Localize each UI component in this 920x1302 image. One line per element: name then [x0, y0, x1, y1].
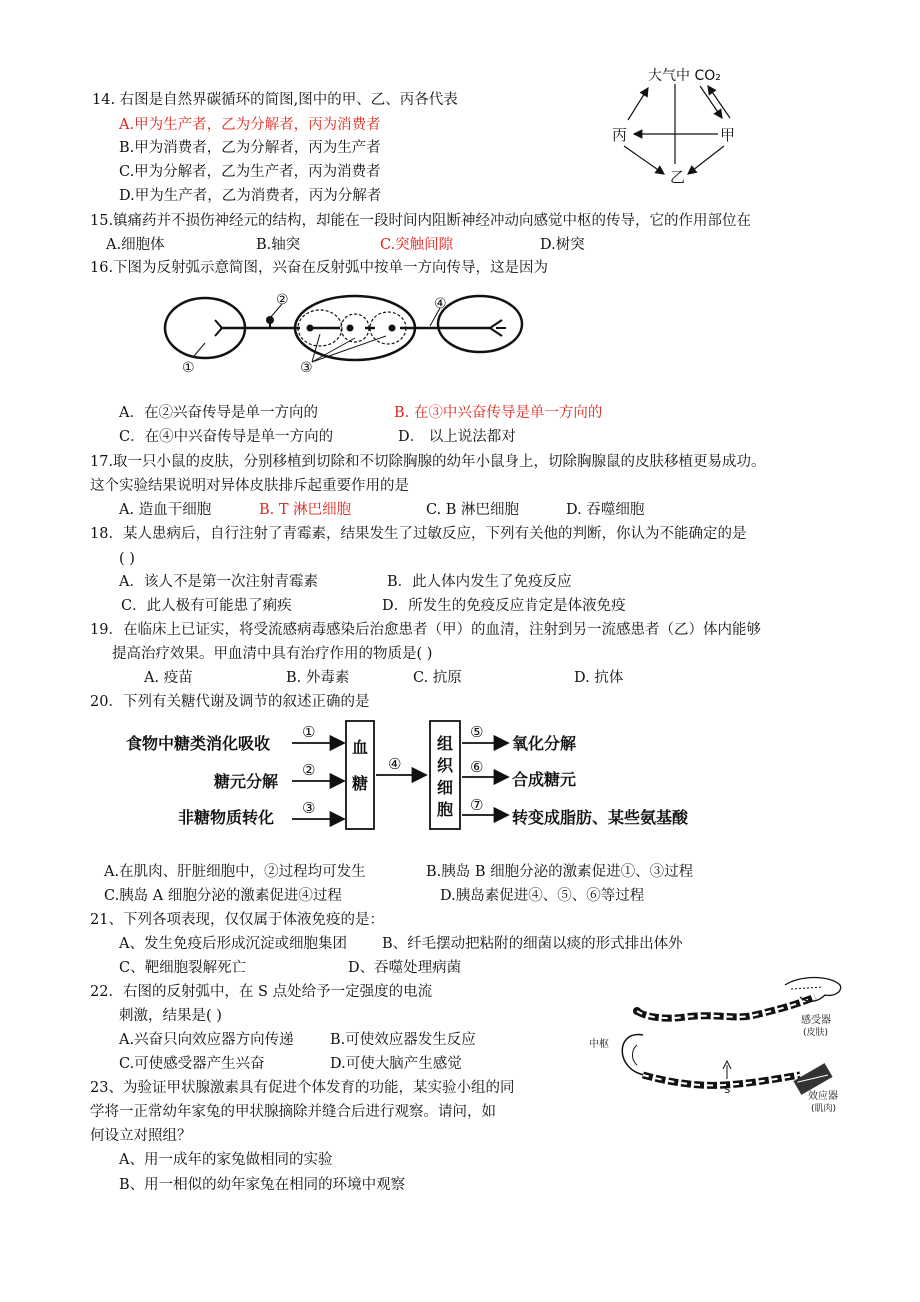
label-2: ②: [276, 292, 289, 308]
diagram-bing: 丙: [612, 126, 628, 144]
label-4: ④: [434, 296, 447, 312]
q14-option-d: D.甲为生产者，乙为消费者，丙为分解者: [119, 188, 382, 204]
svg-text:糖: 糖: [352, 774, 369, 793]
label-3: ③: [300, 360, 313, 376]
q20-stem: 20．下列有关糖代谢及调节的叙述正确的是: [90, 694, 370, 710]
q18-option-a: A．该人不是第一次注射青霉素: [119, 574, 318, 590]
q21-stem: 21、下列各项表现，仅仅属于体液免疫的是：: [90, 912, 384, 928]
diagram-yi: 乙: [670, 168, 686, 186]
q20-option-c: C.胰岛 A 细胞分泌的激素促进④过程: [104, 888, 342, 904]
num-4: ④: [388, 755, 402, 773]
q23-stem-line3: 何设立对照组？: [90, 1128, 192, 1144]
glucose-metabolism-diagram: [120, 715, 740, 835]
label-receptor: 感受器: [801, 1015, 831, 1026]
q23-stem-line1: 23、为验证甲状腺激素具有促进个体发育的功能，某实验小组的同: [90, 1080, 515, 1096]
svg-text:血: 血: [352, 738, 369, 757]
q19-stem-line2: 提高治疗效果。甲血清中具有治疗作用的物质是( ): [112, 646, 433, 662]
q19-option-a: A. 疫苗: [144, 670, 193, 686]
q23-option-a: A、用一成年的家兔做相同的实验: [119, 1152, 333, 1168]
q15-option-c: C.突触间隙: [380, 237, 454, 253]
arrow-jia-to-yi: [688, 146, 724, 174]
q18-option-b: B．此人体内发生了免疫反应: [387, 574, 572, 590]
q15-option-a: A.细胞体: [106, 237, 165, 253]
output-fat-amino-acids: 转变成脂肪、某些氨基酸: [512, 808, 689, 827]
label-1: ①: [182, 360, 195, 376]
q19-option-c: C. 抗原: [413, 670, 462, 686]
q23-option-b: B、用一相似的幼年家兔在相同的环境中观察: [119, 1177, 406, 1193]
q15-stem: 15.镇痛药并不损伤神经元的结构，却能在一段时间内阻断神经冲动向感觉中枢的传导，它的作用部位在: [90, 213, 752, 229]
svg-text:织: 织: [437, 756, 454, 775]
num-3: ③: [302, 799, 316, 817]
q14-option-c: C.甲为分解者，乙为生产者，丙为消费者: [119, 164, 381, 180]
q17-option-d: D. 吞噬细胞: [566, 502, 645, 518]
q18-option-d: D．所发生的免疫反应肯定是体液免疫: [382, 598, 626, 614]
q19-stem-line1: 19．在临床上已证实，将受流感病毒感染后治愈患者（甲）的血清，注射到另一流感患者（乙）体内能够: [90, 622, 761, 638]
q17-stem-line1: 17.取一只小鼠的皮肤，分别移植到切除和不切除胸腺的幼年小鼠身上，切除胸腺鼠的皮肤移植更易成功。: [90, 454, 766, 470]
diagram-atmosphere-co2: 大气中 CO₂: [648, 68, 721, 84]
q18-stem-line2: ( ): [119, 551, 135, 567]
q20-option-b: B.胰岛 B 细胞分泌的激素促进①、③过程: [426, 864, 694, 880]
num-5: ⑤: [470, 723, 484, 741]
label-center: 中枢: [589, 1039, 609, 1050]
q21-option-c: C、靶细胞裂解死亡: [119, 960, 247, 976]
q14-stem: 14. 右图是自然界碳循环的简图,图中的甲、乙、丙各代表: [92, 92, 458, 108]
carbon-cycle-diagram: [600, 62, 760, 192]
q22-option-a: A.兴奋只向效应器方向传递: [119, 1032, 294, 1048]
q20-option-d: D.胰岛素促进④、⑤、⑥等过程: [440, 888, 645, 904]
num-7: ⑦: [470, 796, 484, 814]
q22-stem-line2: 刺激，结果是( ): [119, 1008, 222, 1024]
q22-stem-line1: 22．右图的反射弧中，在 S 点处给予一定强度的电流: [90, 984, 433, 1000]
source-non-sugar-conversion: 非糖物质转化: [178, 808, 275, 827]
q22-option-c: C.可使感受器产生兴奋: [119, 1056, 265, 1072]
source-food-digestion: 食物中糖类消化吸收: [126, 734, 271, 753]
q19-option-d: D. 抗体: [574, 670, 624, 686]
q15-option-b: B.轴突: [256, 237, 301, 253]
q19-option-b: B. 外毒素: [286, 670, 350, 686]
q18-option-c: C．此人极有可能患了痢疾: [121, 598, 292, 614]
label-effector: 效应器: [808, 1091, 838, 1102]
diagram-jia: 甲: [720, 126, 736, 144]
q16-option-b: B. 在③中兴奋传导是单一方向的: [394, 405, 603, 421]
num-6: ⑥: [470, 758, 484, 776]
q14-option-a: A.甲为生产者，乙为分解者，丙为消费者: [119, 117, 381, 133]
q20-option-a: A.在肌肉、肝脏细胞中，②过程均可发生: [104, 864, 366, 880]
label-effector-note: (肌肉): [811, 1104, 837, 1114]
svg-text:细: 细: [437, 778, 454, 797]
q22-option-b: B.可使效应器发生反应: [330, 1032, 476, 1048]
label-receptor-note: (皮肤): [803, 1028, 829, 1038]
output-glycogen-synthesis: 合成糖元: [512, 770, 577, 789]
svg-text:胞: 胞: [437, 800, 454, 819]
label-s: S: [724, 1085, 731, 1096]
q21-option-d: D、吞噬处理病菌: [348, 960, 462, 976]
q17-option-a: A. 造血干细胞: [119, 502, 212, 518]
q17-option-b: B. T 淋巴细胞: [259, 502, 352, 518]
q23-stem-line2: 学将一正常幼年家兔的甲状腺摘除并缝合后进行观察。请问，如: [90, 1104, 496, 1120]
source-glycogen-breakdown: 糖元分解: [214, 772, 279, 791]
arrow-bing-to-yi: [624, 146, 664, 174]
q16-option-d: D． 以上说法都对: [398, 429, 516, 445]
q21-option-a: A、发生免疫后形成沉淀或细胞集团: [119, 936, 347, 952]
q22-option-d: D.可使大脑产生感觉: [330, 1056, 462, 1072]
num-2: ②: [302, 761, 316, 779]
q16-option-a: A．在②兴奋传导是单一方向的: [119, 405, 318, 421]
reflex-arc-stimulus-diagram: [585, 975, 850, 1120]
q16-option-c: C．在④中兴奋传导是单一方向的: [119, 429, 334, 445]
q16-stem: 16.下图为反射弧示意简图，兴奋在反射弧中按单一方向传导，这是因为: [90, 260, 549, 276]
reflex-arc-diagram: [160, 288, 530, 383]
svg-text:组: 组: [437, 734, 454, 753]
q17-option-c: C. B 淋巴细胞: [426, 502, 520, 518]
q14-option-b: B.甲为消费者，乙为分解者，丙为生产者: [119, 140, 381, 156]
q17-stem-line2: 这个实验结果说明对异体皮肤排斥起重要作用的是: [90, 478, 409, 494]
num-1: ①: [302, 723, 316, 741]
arrow-bing-to-co2: [628, 88, 648, 120]
q15-option-d: D.树突: [540, 237, 585, 253]
q21-option-b: B、纤毛摆动把粘附的细菌以痰的形式排出体外: [382, 936, 683, 952]
output-oxidation: 氧化分解: [512, 734, 577, 753]
q18-stem-line1: 18．某人患病后，自行注射了青霉素，结果发生了过敏反应，下列有关他的判断，你认为不能确定的是: [90, 526, 747, 542]
